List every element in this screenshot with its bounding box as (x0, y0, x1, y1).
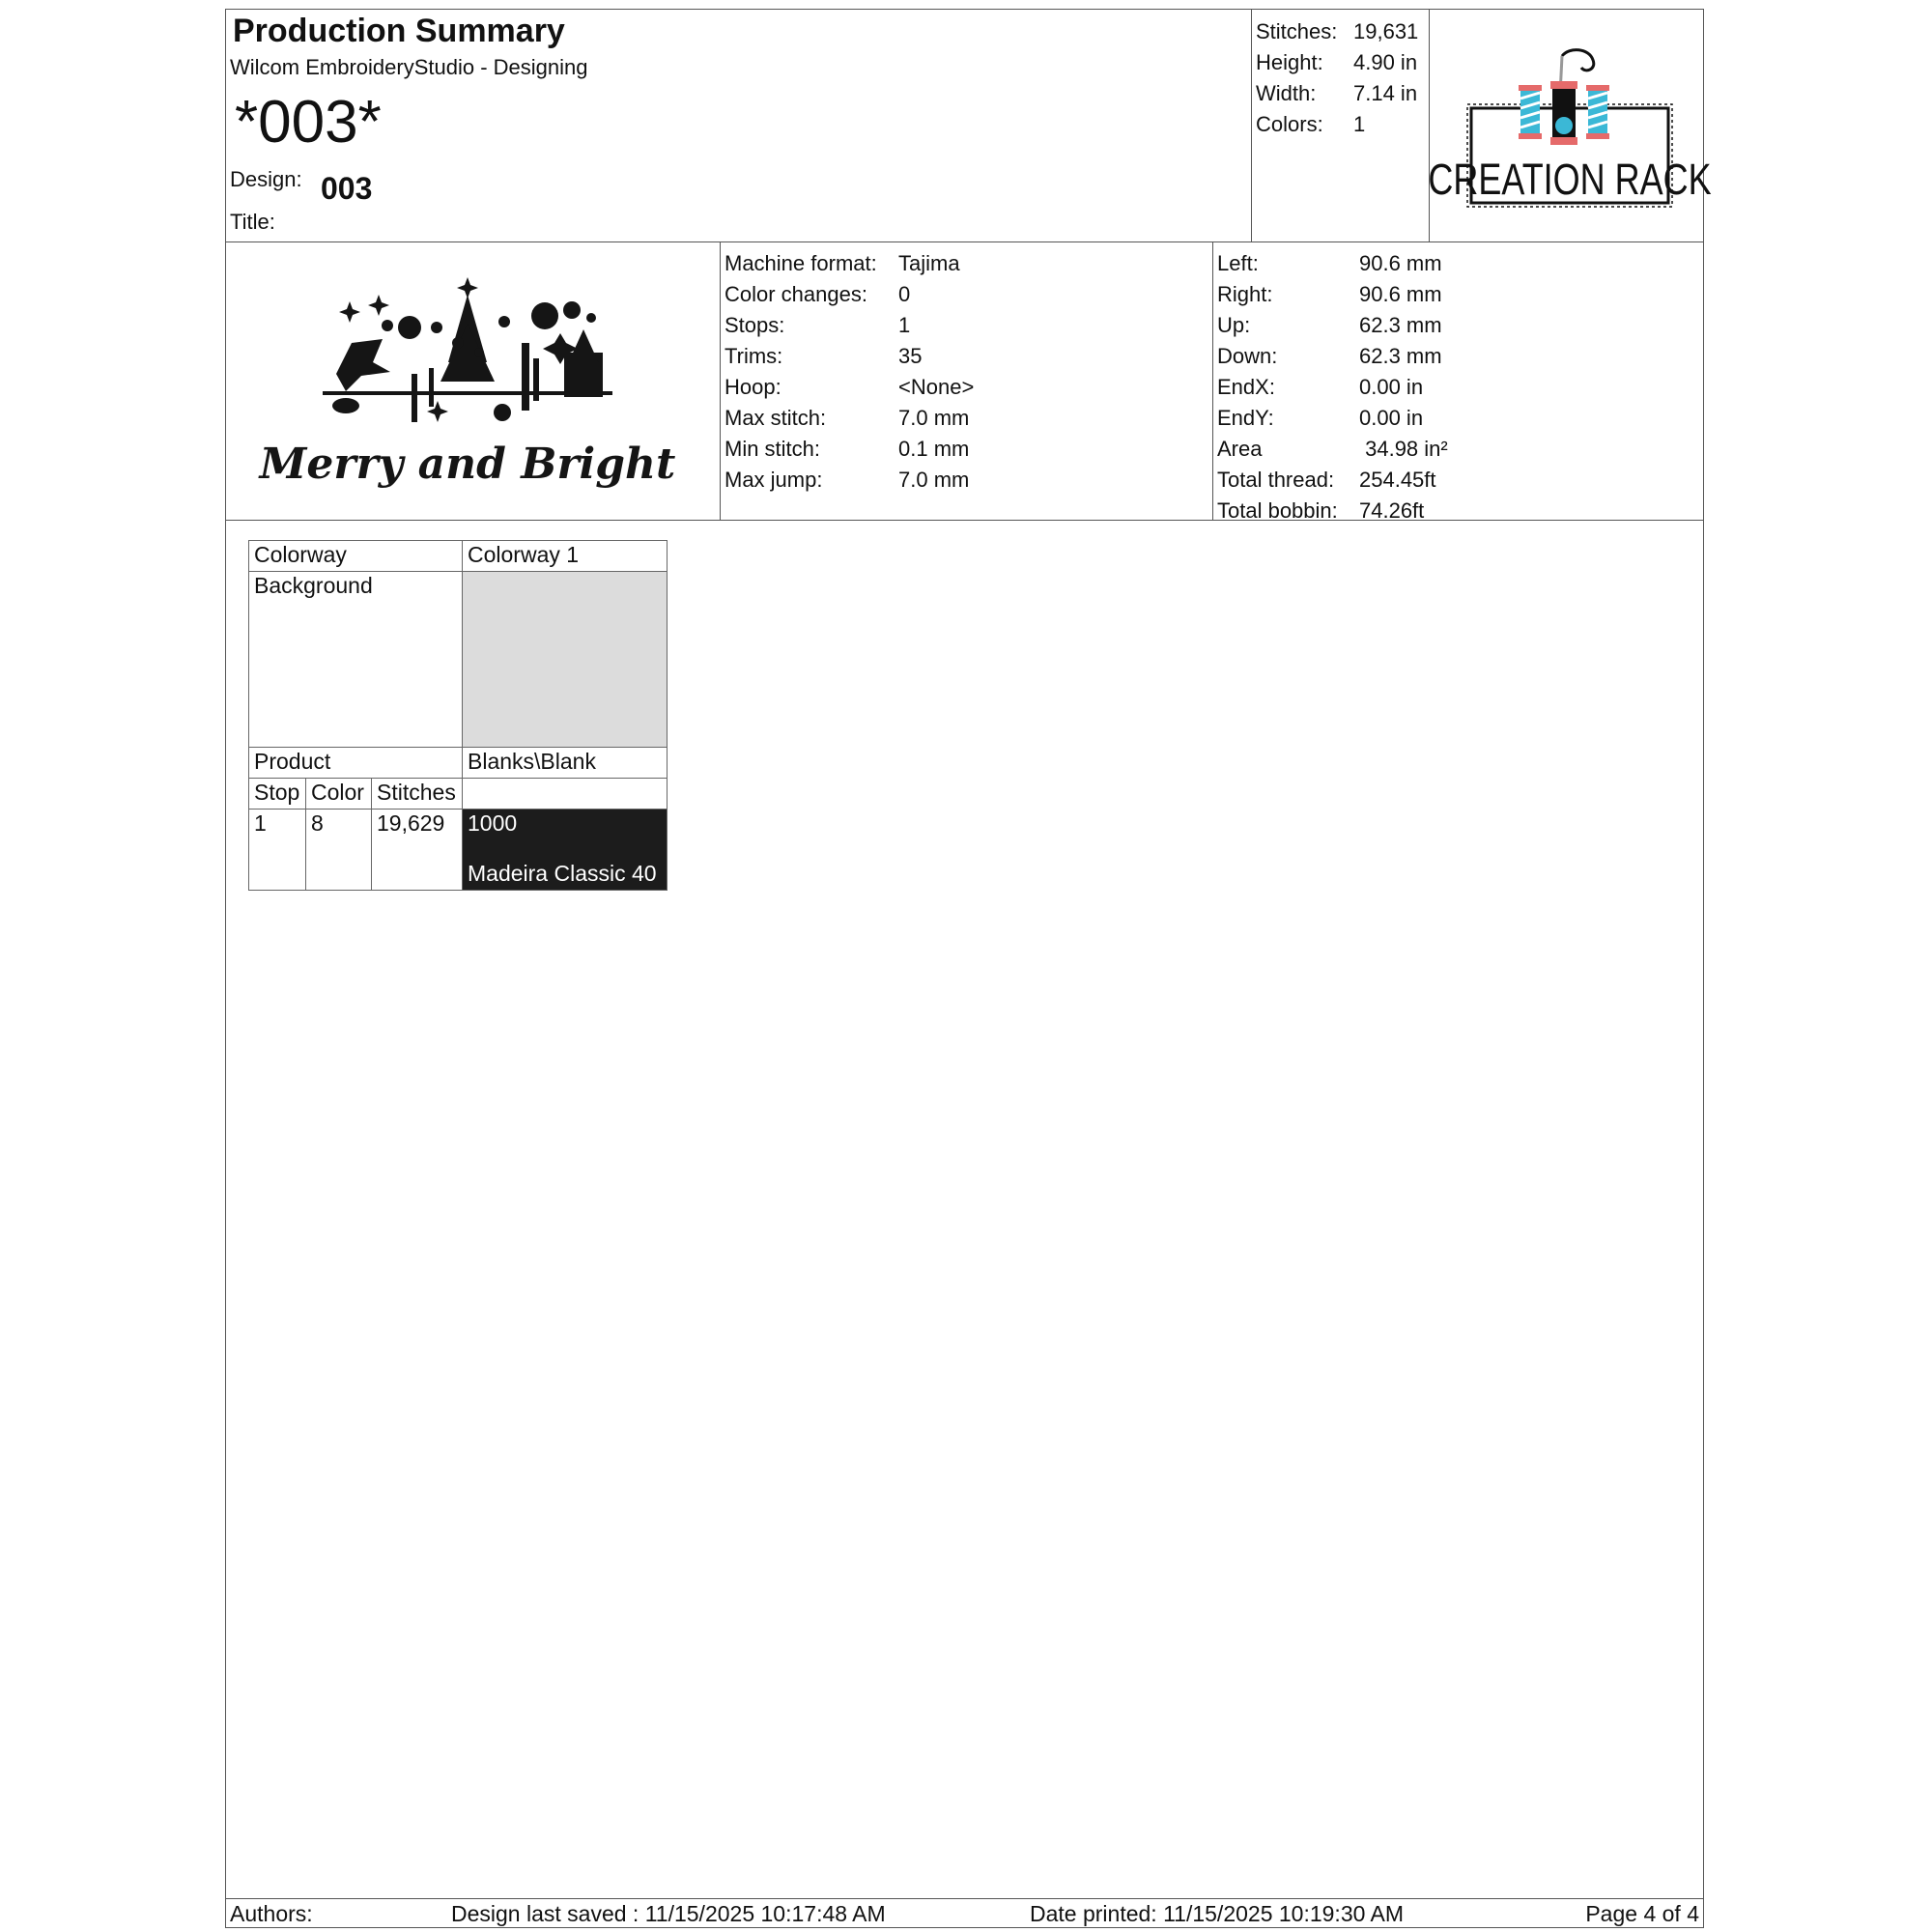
info-divider (1212, 242, 1213, 520)
endx-label: EndX: (1217, 375, 1275, 399)
colorway-table (248, 540, 668, 891)
colors-value: 1 (1353, 112, 1366, 136)
min-stitch-label: Min stitch: (724, 437, 821, 461)
background-swatch (463, 572, 668, 748)
up-label: Up: (1217, 313, 1251, 337)
thread-table-header (249, 779, 668, 810)
height-value: 4.90 in (1353, 50, 1418, 74)
max-jump-label: Max jump: (724, 468, 823, 492)
stitches-label: Stitches: (1256, 19, 1338, 43)
thread-column-header (463, 779, 668, 810)
embroidery-preview-image (259, 285, 676, 497)
app-subtitle: Wilcom EmbroideryStudio - Designing (230, 55, 588, 79)
production-summary-page (225, 9, 1712, 1928)
info-bottom-rule (226, 520, 1703, 521)
stop-column-header: Stop (249, 779, 306, 810)
row-color: 8 (306, 810, 372, 891)
trims-value: 35 (898, 344, 923, 368)
design-last-saved: Design last saved : 11/15/2025 10:17:48 AM (451, 1901, 886, 1926)
stitches-column-header: Stitches (372, 779, 463, 810)
machine-format-label: Machine format: (724, 251, 877, 275)
trims-label: Trims: (724, 344, 783, 368)
endx-value: 0.00 in (1359, 375, 1424, 399)
page-number: Page 4 of 4 (1585, 1901, 1699, 1926)
endy-value: 0.00 in (1359, 406, 1424, 430)
down-value: 62.3 mm (1359, 344, 1442, 368)
left-label: Left: (1217, 251, 1259, 275)
total-thread-value: 254.45ft (1359, 468, 1436, 492)
min-stitch-value: 0.1 mm (898, 437, 970, 461)
authors-label: Authors: (230, 1901, 313, 1926)
total-thread-label: Total thread: (1217, 468, 1335, 492)
color-changes-label: Color changes: (724, 282, 867, 306)
stitches-value: 19,631 (1353, 19, 1419, 43)
stops-label: Stops: (724, 313, 785, 337)
row-stitches: 19,629 (372, 810, 463, 891)
table-row (249, 810, 668, 891)
design-barcode-text: *003* (235, 89, 382, 156)
area-label: Area (1217, 437, 1263, 461)
page-title: Production Summary (233, 13, 565, 49)
thread-spools-logo-icon (1428, 44, 1712, 209)
product-value: Blanks\Blank (463, 748, 668, 779)
hoop-label: Hoop: (724, 375, 781, 399)
thread-code: 1000 (468, 810, 518, 836)
stops-value: 1 (898, 313, 911, 337)
colors-label: Colors: (1256, 112, 1323, 136)
colorway-name: Colorway 1 (463, 541, 668, 572)
header-divider (1251, 10, 1252, 242)
height-label: Height: (1256, 50, 1323, 74)
footer-rule (226, 1898, 1703, 1899)
info-divider (720, 242, 721, 520)
max-stitch-label: Max stitch: (724, 406, 827, 430)
design-value: 003 (321, 171, 373, 206)
up-value: 62.3 mm (1359, 313, 1442, 337)
right-value: 90.6 mm (1359, 282, 1442, 306)
total-bobbin-value: 74.26ft (1359, 498, 1425, 523)
left-value: 90.6 mm (1359, 251, 1442, 275)
header-divider (1429, 10, 1430, 242)
max-stitch-value: 7.0 mm (898, 406, 970, 430)
product-label: Product (249, 748, 463, 779)
design-preview (259, 285, 676, 497)
color-column-header: Color (306, 779, 372, 810)
preview-script-text: Merry and Bright (259, 440, 676, 489)
hoop-value: <None> (898, 375, 975, 399)
machine-format-value: Tajima (898, 251, 960, 275)
title-label: Title: (230, 210, 275, 234)
right-label: Right: (1217, 282, 1273, 306)
width-value: 7.14 in (1353, 81, 1418, 105)
endy-label: EndY: (1217, 406, 1274, 430)
thread-swatch (463, 810, 668, 891)
area-value: 34.98 in² (1359, 437, 1448, 461)
down-label: Down: (1217, 344, 1278, 368)
creation-rack-logo (1428, 44, 1712, 209)
design-label: Design: (230, 167, 302, 191)
background-label: Background (249, 572, 463, 748)
thread-name: Madeira Classic 40 (468, 861, 657, 886)
width-label: Width: (1256, 81, 1317, 105)
colorway-label: Colorway (249, 541, 463, 572)
total-bobbin-label: Total bobbin: (1217, 498, 1338, 523)
max-jump-value: 7.0 mm (898, 468, 970, 492)
logo-text: CREATION RACK (1428, 155, 1712, 204)
row-stop: 1 (249, 810, 306, 891)
color-changes-value: 0 (898, 282, 911, 306)
date-printed: Date printed: 11/15/2025 10:19:30 AM (1030, 1901, 1405, 1926)
